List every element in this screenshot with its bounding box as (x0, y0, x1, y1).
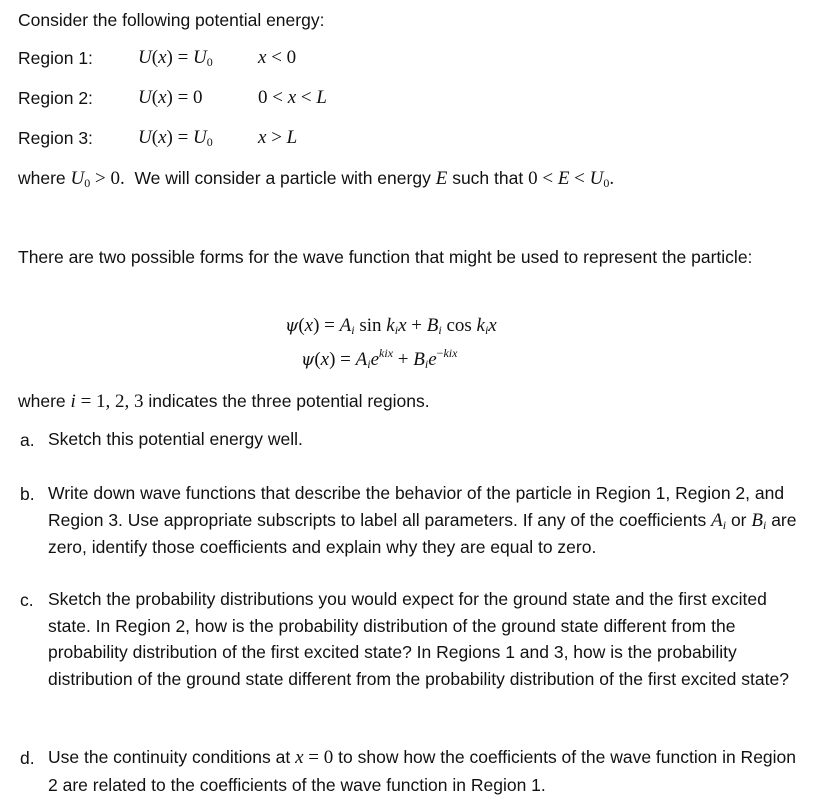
region-1-condition: x < 0 (258, 47, 297, 68)
region-3-condition: x > L (258, 127, 298, 148)
question-a-text: Sketch this potential energy well. (48, 429, 303, 449)
question-d-post: to show how the coefficients of the wave function in Region 2 are related to the coefficients of the wave function in Region 1. (48, 747, 797, 795)
question-b-body: Write down wave functions that describe the behavior of the particle in Region 1, Region 2, and Region 3. Use appropriate subscripts to label all parameters. If any of the coefficients (48, 483, 785, 530)
question-c-marker: c. (20, 590, 34, 610)
coefficient-a: $A_i$ (711, 509, 727, 532)
equation-sin-cos: $\psi(x) = A_i$ $\sin k_ix + B_i$ $\cos k_ix$ (285, 315, 497, 337)
region-1-potential: $U(x) = U_0$ (138, 47, 213, 69)
index-suffix: indicates the three potential regions. (148, 391, 430, 411)
question-d-pre: Use the continuity conditions at (48, 747, 291, 767)
forms-intro: There are two possible forms for the wave function that might be used to represent the particle: (18, 247, 753, 267)
question-c-text: Sketch the probability distributions you would expect for the ground state and the first excited state. In Region 2, how is the probability distribution of the ground state different from the probability distribution of the first excited state? In Regions 1 and 3, how is the probability distribution of the ground state different from the probability distribution of the first excited state? (48, 589, 789, 689)
index-values: i = 1, 2, 3 (70, 391, 144, 412)
energy-variable: E (435, 168, 448, 189)
where-prefix: where (18, 168, 66, 188)
question-a-marker: a. (20, 430, 35, 450)
energy-range: $0 < E < U_0$. (528, 168, 615, 190)
region-1-label: Region 1: (18, 48, 93, 68)
question-d-marker: d. (20, 748, 35, 768)
index-line (18, 389, 430, 414)
coefficient-b: $B_i$ (751, 509, 767, 532)
question-b-tail: are zero, identify those coefficients and explain why they are equal to zero. (48, 509, 797, 557)
continuity-point: x = 0 (295, 747, 334, 768)
such-that: such that (452, 168, 524, 188)
region-2-label: Region 2: (18, 88, 93, 108)
index-prefix: where (18, 391, 66, 411)
equation-exponential: $\psi(x) = A_ie^{kix} + B_ie^{-kix}$ (301, 346, 458, 371)
question-d-text (48, 744, 808, 798)
u0-condition: $U_0 > 0$. (70, 168, 125, 190)
energy-sentence: We will consider a particle with energy (134, 168, 431, 188)
region-3-potential: $U(x) = U_0$ (138, 127, 213, 149)
intro-text: Consider the following potential energy: (18, 10, 325, 30)
region-3-label: Region 3: (18, 128, 93, 148)
energy-condition-line (18, 166, 614, 191)
question-b-marker: b. (20, 484, 35, 504)
region-2-potential: U(x) = 0 (138, 87, 203, 108)
question-b-text (48, 480, 808, 561)
or-word: or (730, 509, 747, 530)
region-2-condition: 0 < x < L (258, 87, 327, 108)
